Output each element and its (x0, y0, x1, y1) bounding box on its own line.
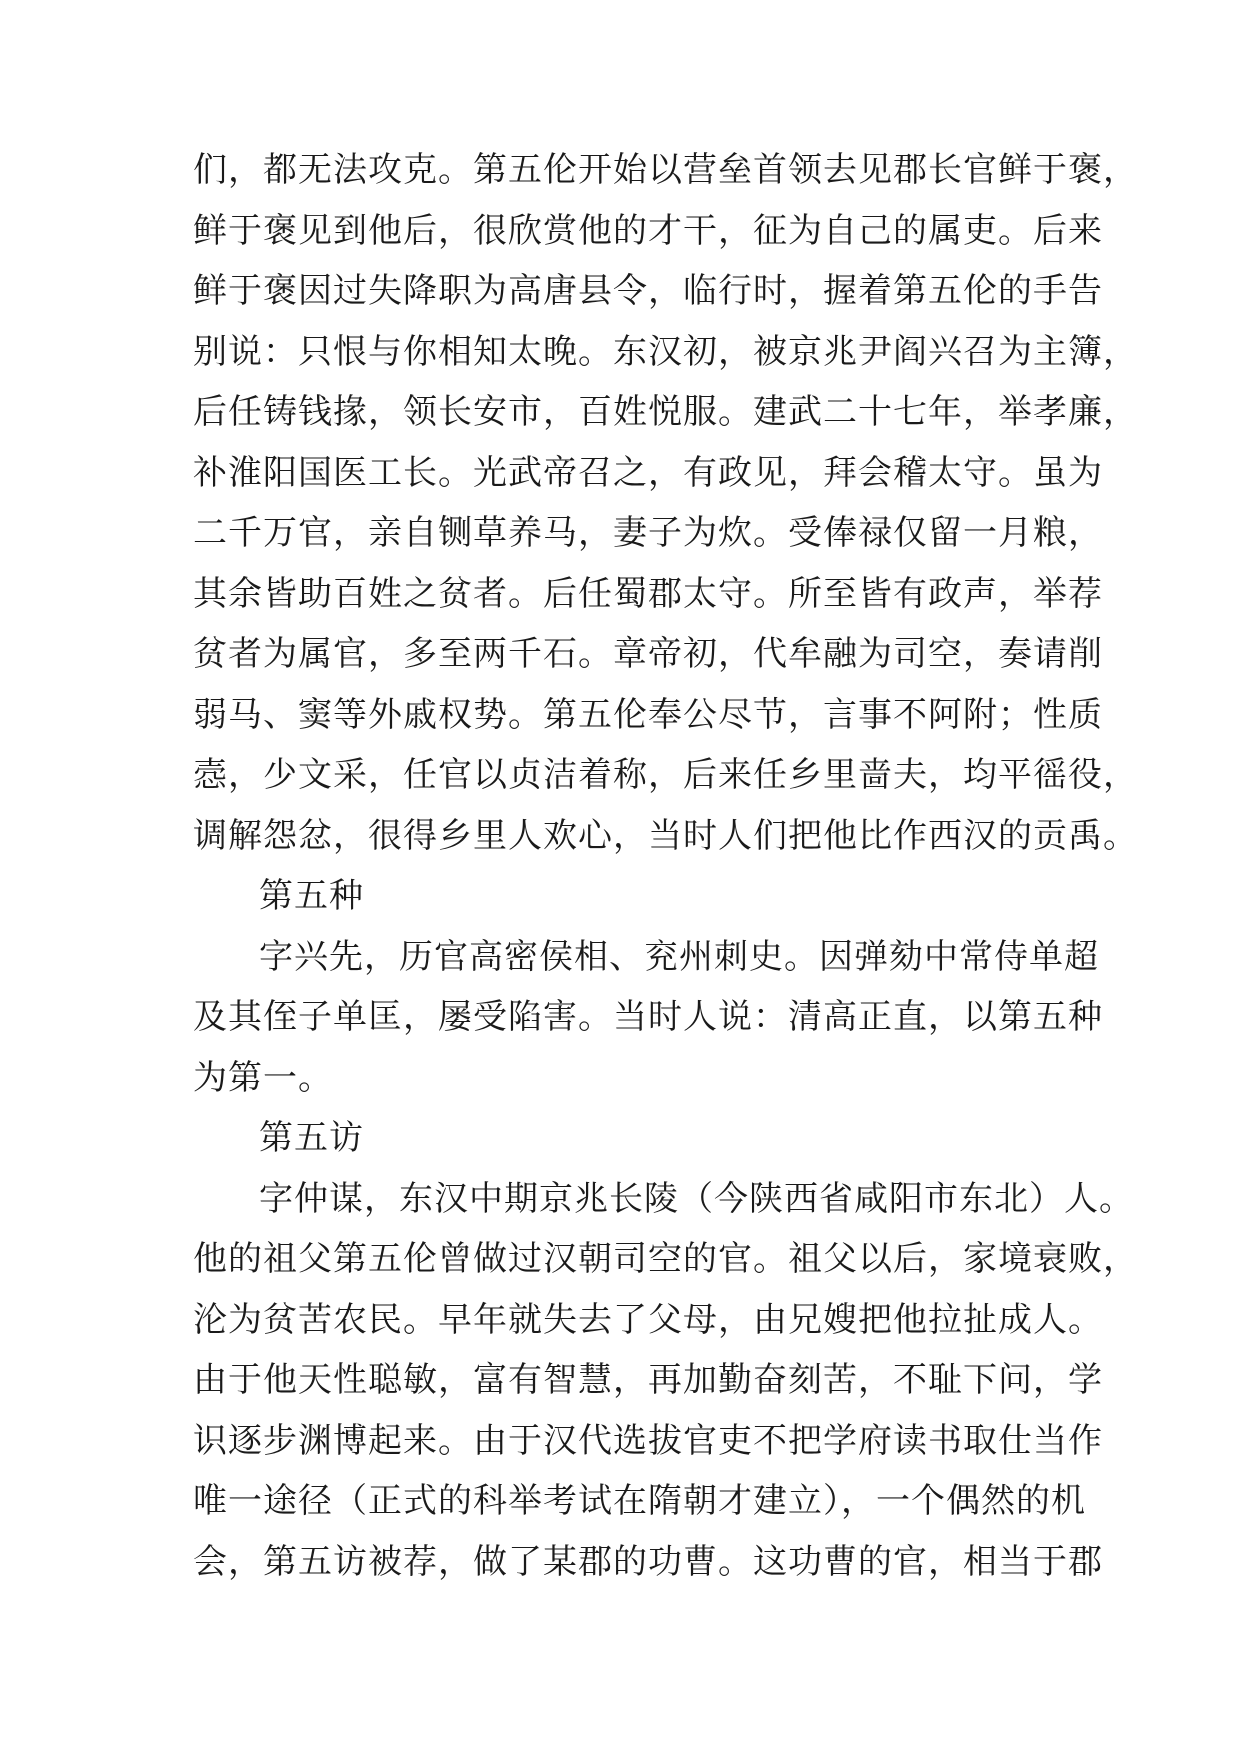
text-line: 会，第五访被荐，做了某郡的功曹。这功曹的官，相当于郡 (193, 1541, 1103, 1582)
section-heading: 第五访 (259, 1118, 364, 1158)
text-line: 调解怨忿，很得乡里人欢心，当时人们把他比作西汉的贡禹。 (193, 815, 1138, 856)
text-line: 贫者为属官，多至两千石。章帝初，代牟融为司空，奏请削 (193, 634, 1103, 674)
section-heading: 第五种 (259, 876, 364, 916)
text-line: 字仲谋，东汉中期京兆长陵（今陕西省咸阳市东北）人。 (259, 1178, 1134, 1219)
text-line: 补淮阳国医工长。光武帝召之，有政见，拜会稽太守。虽为 (193, 452, 1103, 493)
text-line: 别说：只恨与你相知太晚。东汉初，被京兆尹阎兴召为主簿， (193, 331, 1138, 372)
document-body (193, 140, 1138, 1592)
text-line: 唯一途径（正式的科举考试在隋朝才建立），一个偶然的机 (193, 1481, 1086, 1521)
text-line: 识逐步渊博起来。由于汉代选拔官吏不把学府读书取仕当作 (193, 1420, 1103, 1461)
text-line: 他的祖父第五伦曾做过汉朝司空的官。祖父以后，家境衰败， (193, 1239, 1138, 1279)
text-line: 沦为贫苦农民。早年就失去了父母，由兄嫂把他拉扯成人。 (193, 1299, 1103, 1340)
text-line: 后任铸钱掾，领长安市，百姓悦服。建武二十七年，举孝廉， (193, 392, 1138, 432)
text-line: 鲜于褒见到他后，很欣赏他的才干，征为自己的属吏。后来 (193, 210, 1103, 251)
text-line: 弱马、窦等外戚权势。第五伦奉公尽节，言事不阿附；性质 (193, 694, 1103, 735)
text-line: 及其侄子单匡，屡受陷害。当时人说：清高正直，以第五种 (193, 997, 1103, 1037)
text-line: 由于他天性聪敏，富有智慧，再加勤奋刻苦，不耻下问，学 (193, 1360, 1103, 1400)
text-line: 们，都无法攻克。第五伦开始以营垒首领去见郡长官鲜于褒， (193, 150, 1138, 190)
text-line: 为第一。 (193, 1057, 333, 1098)
text-line: 二千万官，亲自铡草养马，妻子为炊。受俸禄仅留一月粮， (193, 513, 1103, 553)
text-line: 悫，少文采，任官以贞洁着称，后来任乡里啬夫，均平徭役， (193, 755, 1138, 795)
text-line: 鲜于褒因过失降职为高唐县令，临行时，握着第五伦的手告 (193, 271, 1103, 311)
text-line: 其余皆助百姓之贫者。后任蜀郡太守。所至皆有政声，举荐 (193, 573, 1103, 614)
text-line: 字兴先，历官高密侯相、兖州刺史。因弹劾中常侍单超 (259, 936, 1099, 977)
